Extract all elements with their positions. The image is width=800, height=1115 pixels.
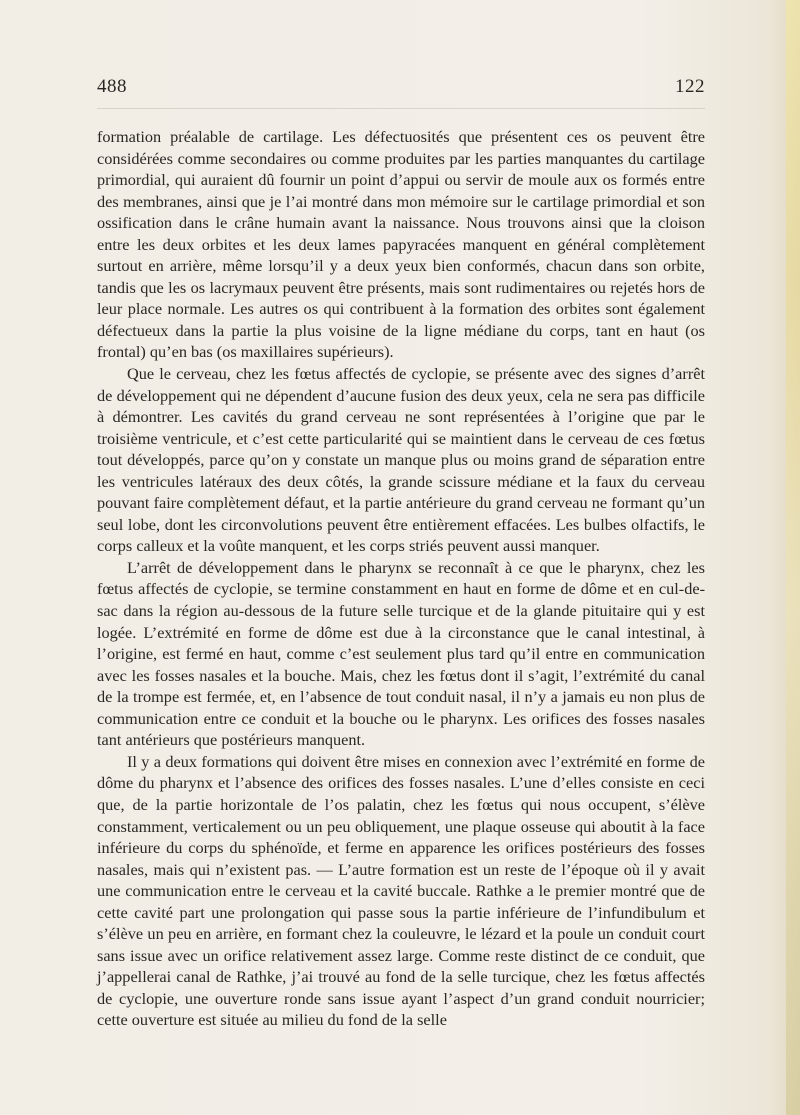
page-number: 488 bbox=[97, 76, 127, 97]
header-divider bbox=[97, 108, 705, 109]
running-head bbox=[97, 76, 705, 102]
paragraph-4: Il y a deux formations qui doivent être mises en connexion avec l’extrémité en forme de dôme du pharynx et l’absence des orifices des fosses nasales. L’une d’elles consiste en ceci que, de la partie horizontale de l’os palatin, chez les fœtus qui nous occupent, s’élève constamment, verticalement ou un peu obliquement, une plaque osseuse qui aboutit à la face inférieure du corps du sphénoïde, et ferme en apparence les orifices postérieurs des fosses nasales, mais qui n’existent pas. — L’autre formation est un reste de l’époque où il y avait une communication entre le cerveau et la cavité buccale. Rathke a le premier montré que de cette cavité part une prolongation qui passe sous la partie inférieure de l’infundibulum et s’élève un peu en arrière, en formant chez la couleuvre, le lézard et la poule un conduit court sans issue avec un orifice relativement assez large. Comme reste distinct de ce conduit, que j’appellerai canal de Rathke, j’ai trouvé au fond de la selle turcique, chez les fœtus affectés de cyclopie, une ouverture ronde sans issue ayant l’aspect d’un grand conduit nourricier; cette ouverture est située au milieu du fond de la selle bbox=[97, 751, 705, 1030]
paragraph-2: Que le cerveau, chez les fœtus affectés de cyclopie, se présente avec des signes d’arrêt de développement qui ne dépendent d’aucune fusion des deux yeux, cela ne sera pas difficile à démontrer. Les cavités du grand cerveau ne sont représentées à l’origine que par le troisième ventricule, et c’est cette particularité qui se maintient dans le cerveau de ces fœtus tout développés, parce qu’on y constate un manque plus ou moins grand de séparation entre les ventricules latéraux des deux côtés, la grande scissure médiane et la faux du cerveau pouvant faire complètement défaut, et la partie antérieure du grand cerveau ne formant qu’un seul lobe, dont les circonvolutions peuvent être entièrement effacées. Les bulbes olfactifs, le corps calleux et la voûte manquent, et les corps striés peuvent aussi manquer. bbox=[97, 364, 705, 556]
body-text bbox=[97, 126, 705, 1031]
page-edge-discoloration bbox=[786, 0, 800, 1115]
signature-number: 122 bbox=[675, 76, 705, 97]
paragraph-1: formation préalable de cartilage. Les défectuosités que présentent ces os peuvent être considérées comme secondaires ou comme produites par les parties manquantes du cartilage primordial, qui auraient dû fournir un point d’appui ou servir de moule aux os formés entre des membranes, ainsi que je l’ai montré dans mon mémoire sur le cartilage primordial et son ossification dans le crâne humain avant la naissance. Nous trouvons ainsi que la cloison entre les deux orbites et les deux lames papyracées manquent en général complètement surtout en arrière, même lorsqu’il y a deux yeux bien conformés, chacun dans son orbite, tandis que les os lacrymaux peuvent être présents, mais sont rudimentaires ou rejetés hors de leur place normale. Les autres os qui contribuent à la formation des orbites sont également défectueux dans la partie la plus voisine de la ligne médiane du corps, tant en haut (os frontal) qu’en bas (os maxillaires supérieurs). bbox=[97, 127, 705, 362]
paragraph-3: L’arrêt de développement dans le pharynx se reconnaît à ce que le pharynx, chez les fœtus affectés de cyclopie, se termine constamment en haut en forme de dôme et en cul-de-sac dans la région au-dessous de la future selle turcique et de la glande pituitaire qui y est logée. L’extrémité en forme de dôme est due à la circonstance que le canal intestinal, à l’origine, est fermé en haut, comme c’est seulement plus tard qu’il entre en communication avec les fosses nasales et la bouche. Mais, chez les fœtus dont il s’agit, l’extrémité du canal de la trompe est fermée, et, en l’absence de tout conduit nasal, il n’y a jamais eu non plus de communication entre ce conduit et la bouche ou le pharynx. Les orifices des fosses nasales tant antérieurs que postérieurs manquent. bbox=[97, 557, 705, 750]
